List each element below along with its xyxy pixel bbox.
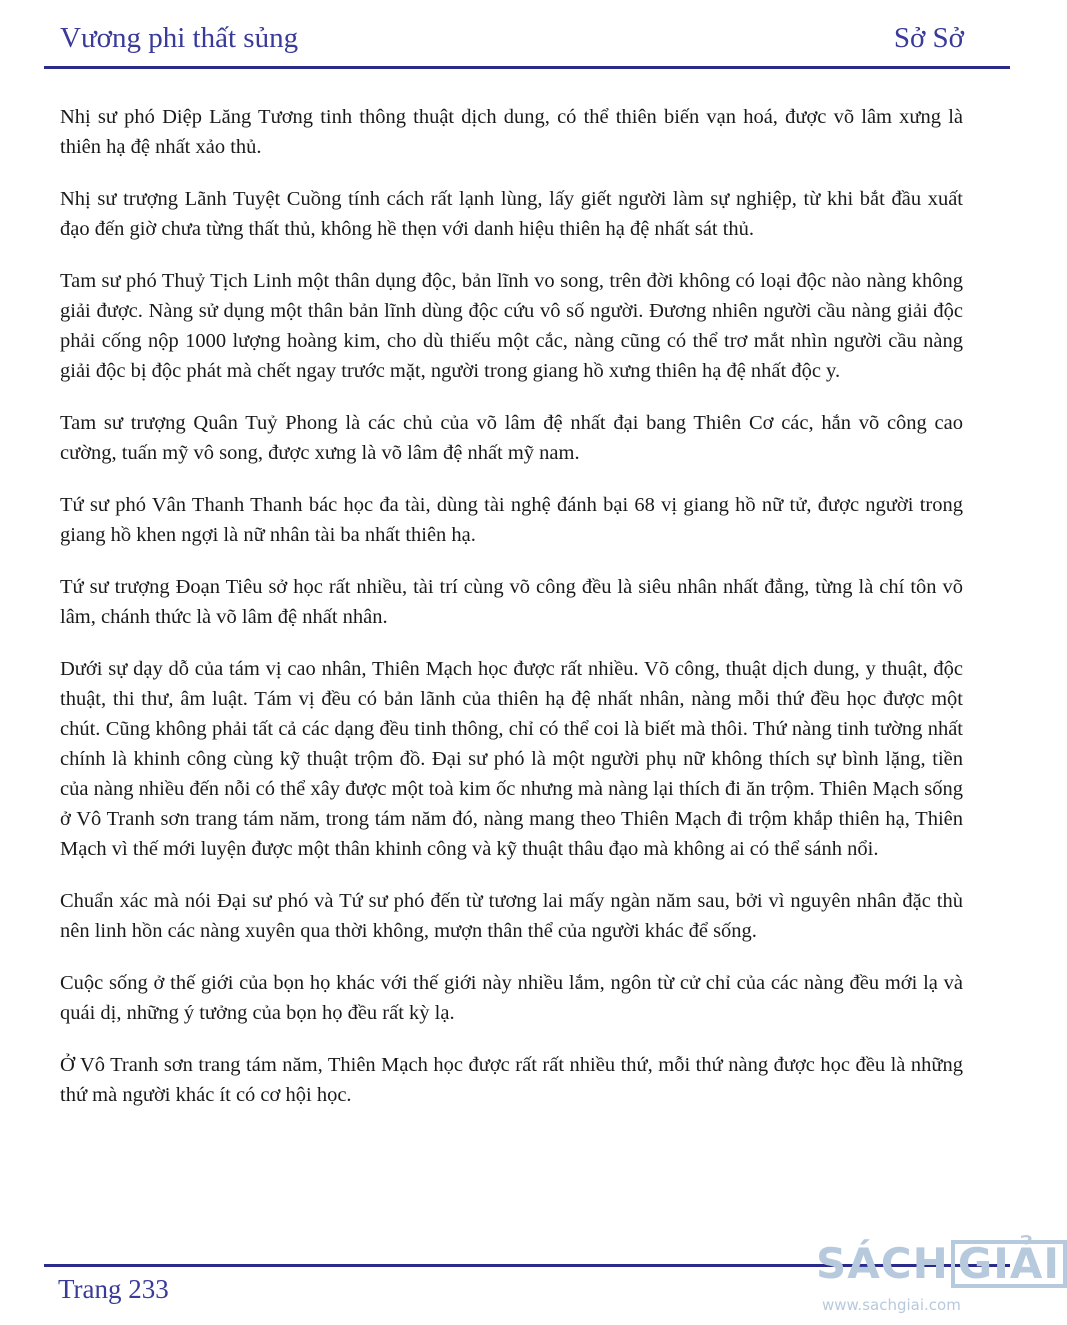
header-divider (44, 66, 1010, 69)
paragraph: Tam sư phó Thuỷ Tịch Linh một thân dụng độc, bản lĩnh vo song, trên đời không có loại độc nào nàng không giải được. Nàng sử dụng một thân bản lĩnh dùng độc cứu vô số người. Đương nhiên người cầu nàng giải độc phải cống nộp 1000 lượng hoàng kim, cho dù thiếu một cắc, nàng cũng có thể trơ mắt nhìn người cầu nàng giải độc bị độc phát mà chết ngay trước mặt, người trong giang hồ xưng thiên hạ đệ nhất độc y. (60, 270, 963, 382)
author-name: Sở Sở (893, 22, 964, 54)
watermark-wordmark (816, 1239, 1060, 1288)
paragraph: Tam sư trượng Quân Tuỷ Phong là các chủ của võ lâm đệ nhất đại bang Thiên Cơ các, hắn võ công cao cường, tuấn mỹ vô song, được xưng là võ lâm đệ nhất mỹ nam. (60, 412, 963, 464)
watermark-logo (816, 1239, 1060, 1320)
page-number: Trang 233 (58, 1274, 169, 1304)
watermark-url: www.sachgiai.com (822, 1296, 961, 1314)
page-header (60, 22, 964, 55)
paragraph: Tứ sư phó Vân Thanh Thanh bác học đa tài, dùng tài nghệ đánh bại 68 vị giang hồ nữ tử, được người trong giang hồ khen ngợi là nữ nhân tài ba nhất thiên hạ. (60, 494, 963, 546)
paragraph: Nhị sư trượng Lãnh Tuyệt Cuồng tính cách rất lạnh lùng, lấy giết người làm sự nghiệp, từ khi bắt đầu xuất đạo đến giờ chưa từng thất thủ, không hề thẹn với danh hiệu thiên hạ đệ nhất sát thủ. (60, 188, 963, 240)
watermark-text-sach: SÁCH (816, 1239, 949, 1288)
book-title: Vương phi thất sủng (60, 22, 299, 54)
paragraph: Tứ sư trượng Đoạn Tiêu sở học rất nhiều, tài trí cùng võ công đều là siêu nhân nhất đẳng, từng là chí tôn võ lâm, chánh thức là võ lâm đệ nhất nhân. (60, 576, 963, 628)
paragraph: Cuộc sống ở thế giới của bọn họ khác với thế giới này nhiều lắm, ngôn từ cử chỉ của các nàng đều mới lạ và quái dị, những ý tưởng của bọn họ đều rất kỳ lạ. (60, 972, 963, 1024)
paragraph: Chuẩn xác mà nói Đại sư phó và Tứ sư phó đến từ tương lai mấy ngàn năm sau, bởi vì nguyên nhân đặc thù nên linh hồn các nàng xuyên qua thời không, mượn thân thể của người khác để sống. (60, 890, 963, 942)
watermark-text-giai: GIẢI (951, 1240, 1067, 1288)
paragraph: Nhị sư phó Diệp Lăng Tương tinh thông thuật dịch dung, có thể thiên biến vạn hoá, được võ lâm xưng là thiên hạ đệ nhất xảo thủ. (60, 106, 963, 158)
page-content (60, 102, 963, 1132)
paragraph: Dưới sự dạy dỗ của tám vị cao nhân, Thiên Mạch học được rất nhiều. Võ công, thuật dịch dung, y thuật, độc thuật, thi thư, âm luật. Tám vị đều có bản lãnh của thiên hạ đệ nhất nhân, nàng mỗi thứ đều học được một chút. Cũng không phải tất cả các dạng đều tinh thông, chỉ có thể coi là biết mà thôi. Thứ nàng tinh tường nhất chính là khinh công cùng kỹ thuật trộm đồ. Đại sư phó là một người phụ nữ không thích sự bình lặng, tiền của nàng nhiều đến nỗi có thể xây được một toà kim ốc nhưng mà nàng lại thích đi ăn trộm. Thiên Mạch sống ở Vô Tranh sơn trang tám năm, trong tám năm đó, nàng mang theo Thiên Mạch đi trộm khắp thiên hạ, Thiên Mạch vì thế mới luyện được một thân khinh công và kỹ thuật thâu đạo mà không ai có thể sánh nổi. (60, 658, 963, 860)
paragraph: Ở Vô Tranh sơn trang tám năm, Thiên Mạch học được rất rất nhiều thứ, mỗi thứ nàng được học đều là những thứ mà người khác ít có cơ hội học. (60, 1054, 963, 1106)
